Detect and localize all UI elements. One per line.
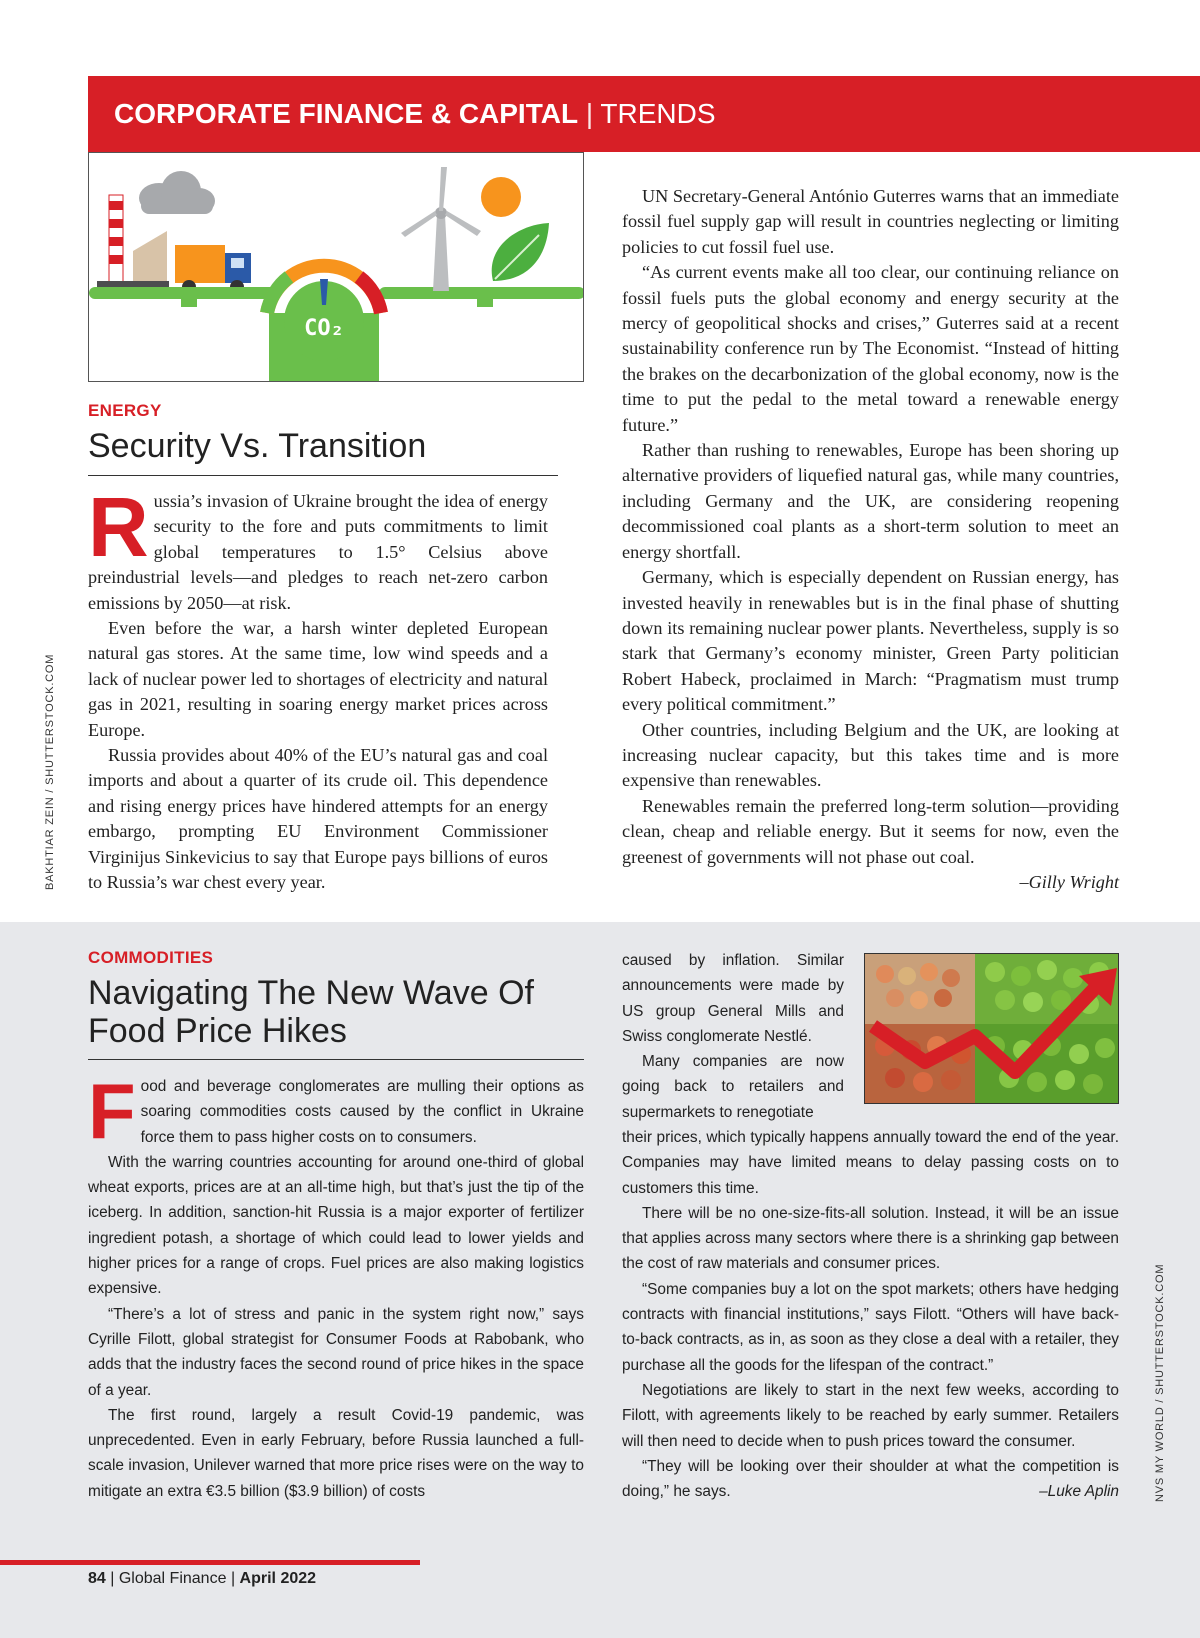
article1-paragraph: Even before the war, a harsh winter depleted European natural gas stores. At the same time, low wind speeds and a lack of nuclear power led to shortages of electricity and natural gas in 2021, resulting in soaring energy market prices across Europe. (88, 618, 548, 740)
header-subsection: TRENDS (600, 98, 716, 129)
article2-paragraph: “They will be looking over their shoulder at what the competition is doing,” he says. –Luke Aplin (622, 1454, 1119, 1505)
article2-paragraph: Many companies are now going back to retailers and supermarkets to renegotiate (622, 1053, 844, 1121)
sun-icon (481, 177, 521, 217)
publication-name: Global Finance (118, 1570, 227, 1587)
photo-credit-top: BAKHTIAR ZEIN / SHUTTERSTOCK.COM (44, 653, 56, 890)
article2-title-rule (88, 1059, 584, 1060)
footer-separator: | (110, 1570, 115, 1587)
article1-paragraph: Rather than rushing to renewables, Europe has been shoring up alternative providers of liquefied natural gas, while many countries, including Germany and the UK, are considering reopening decommissioned coal plants as a short-term solution to meet an energy shortfall. (622, 440, 1119, 562)
energy-illustration (88, 152, 584, 382)
article1-dropcap: R (88, 480, 149, 574)
article1-paragraph: Russia’s invasion of Ukraine brought the idea of energy security to the fore and puts commitments to limit global temperatures to 1.5° Celsius above preindustrial levels—and pledges to reach net-zero carbon emissions by 2050—at risk. (88, 480, 548, 613)
article2-paragraph: The first round, largely a result Covid-19 pandemic, was unprecedented. Even in early February, before Russia launched a full-scale invasion, Unilever warned that more price rises were on the way to mitigate an extra €3.5 billion ($3.9 billion) of costs (88, 1406, 584, 1500)
issue-date: April 2022 (239, 1570, 317, 1587)
article2-dropcap: F (88, 1067, 136, 1155)
cloud-icon (139, 171, 215, 214)
article2-byline: –Luke Aplin (1039, 1483, 1119, 1501)
wind-turbine-icon (401, 167, 481, 291)
header-separator: | (585, 98, 594, 129)
article2-title (88, 974, 534, 1050)
co2-label: CO₂ (304, 316, 344, 341)
article1-label: ENERGY (88, 401, 162, 420)
article2-paragraph: There will be no one-size-fits-all solution. Instead, it will be an issue that applies across many sectors where there is a shrinking gap between the cost of raw materials and consumer prices. (622, 1204, 1119, 1273)
article1-title: Security Vs. Transition (88, 427, 427, 465)
footer-separator: | (230, 1570, 236, 1587)
footer-rule (0, 1560, 420, 1565)
truck-icon (175, 245, 251, 294)
article2-right-column (622, 1125, 1119, 1504)
article2-title-line: Food Price Hikes (88, 1012, 347, 1050)
article1-paragraph: UN Secretary-General António Guterres warns that an immediate fossil fuel supply gap will result in countries neglecting or limiting policies to cut fossil fuel use. (622, 186, 1119, 257)
header-section: CORPORATE FINANCE & CAPITAL (114, 98, 579, 129)
article1-byline: –Gilly Wright (1019, 871, 1119, 892)
article2-paragraph: their prices, which typically happens annually toward the end of the year. Companies may have limited means to delay passing costs on to customers this time. (622, 1129, 1119, 1197)
produce-price-photo (864, 953, 1119, 1104)
article1-paragraph: Russia provides about 40% of the EU’s natural gas and coal imports and about a quarter of its crude oil. This dependence and rising energy prices have hindered attempts for an energy embargo, prompting EU Environment Commissioner Virginijus Sinkevicius to say that Europe pays billions of euros to Russia’s war chest every year. (88, 745, 548, 893)
article1-title-rule (88, 475, 558, 476)
article1-paragraph: Other countries, including Belgium and the UK, are looking at increasing nuclear capacity, but this takes time and is more expensive than renewables. (622, 719, 1119, 791)
article2-label: COMMODITIES (88, 948, 214, 967)
article1-right-column (622, 184, 1119, 895)
article2-paragraph: With the warring countries accounting for around one-third of global wheat exports, prices are at an all-time high, but that’s just the tip of the iceberg. In addition, sanction-hit Russia is a major exporter of fertilizer ingredient potash, a shortage of which could lead to lower yields and higher prices for a range of crops. Fuel prices are also making logistics expensive. (88, 1153, 584, 1298)
page-number: 84 (88, 1570, 106, 1587)
article1-paragraph: Germany, which is especially dependent on Russian energy, has invested heavily in renewables but is in the final phase of shutting down its remaining nuclear power plants. Nevertheless, supply is so stark that Germany’s economy minister, Green Party politician Robert Habeck, proclaimed in March: “Pragmatism must trump every political commitment.” (622, 567, 1119, 715)
article1-paragraph: “As current events make all too clear, our continuing reliance on fossil fuels puts the global economy and energy security at the mercy of geopolitical shocks and crises,” Guterres said at a recent sustainability conference run by The Economist. “Instead of hitting the brakes on the decarbonization of the global economy, now is the time to put the pedal to the metal toward a renewable energy future.” (622, 262, 1119, 435)
photo-credit-bottom: NVS MY WORLD / SHUTTERSTOCK.COM (1154, 1263, 1166, 1502)
article1-paragraph: Renewables remain the preferred long-term solution—providing clean, cheap and reliable energy. But it seems for now, even the greenest of governments will not phase out coal. (622, 795, 1119, 867)
article2-left-column (88, 1067, 584, 1504)
article2-title-line: Navigating The New Wave Of (88, 974, 534, 1012)
section-header-bar (88, 76, 1200, 152)
article2-paragraph: “There’s a lot of stress and panic in the system right now,” says Cyrille Filott, global strategist for Consumer Foods at Rabobank, who adds that the industry faces the second round of price hikes in the space of a year. (88, 1305, 584, 1399)
article2-paragraph: caused by inflation. Similar announcements were made by US group General Mills and Swiss conglomerate Nestlé. (622, 952, 844, 1045)
article2-paragraph: “Some companies buy a lot on the spot markets; others have hedging contracts with financial institutions,” says Filott. “Others will have back-to-back contracts, as in, as soon as they close a deal with a retailer, they purchase all the goods for the lifespan of the contract.” (622, 1280, 1119, 1374)
leaf-icon (492, 223, 549, 281)
page-footer (88, 1570, 316, 1588)
article1-left-column (88, 480, 548, 896)
article2-paragraph: Negotiations are likely to start in the next few weeks, according to Filott, with agreements likely to be reached by early summer. Retailers will then need to decide when to push prices toward the consumer. (622, 1381, 1119, 1450)
article2-narrow-column (622, 948, 844, 1125)
article2-paragraph: Food and beverage conglomerates are mulling their options as soaring commodities costs caused by the conflict in Ukraine force them to pass higher costs on to consumers. (88, 1067, 584, 1155)
